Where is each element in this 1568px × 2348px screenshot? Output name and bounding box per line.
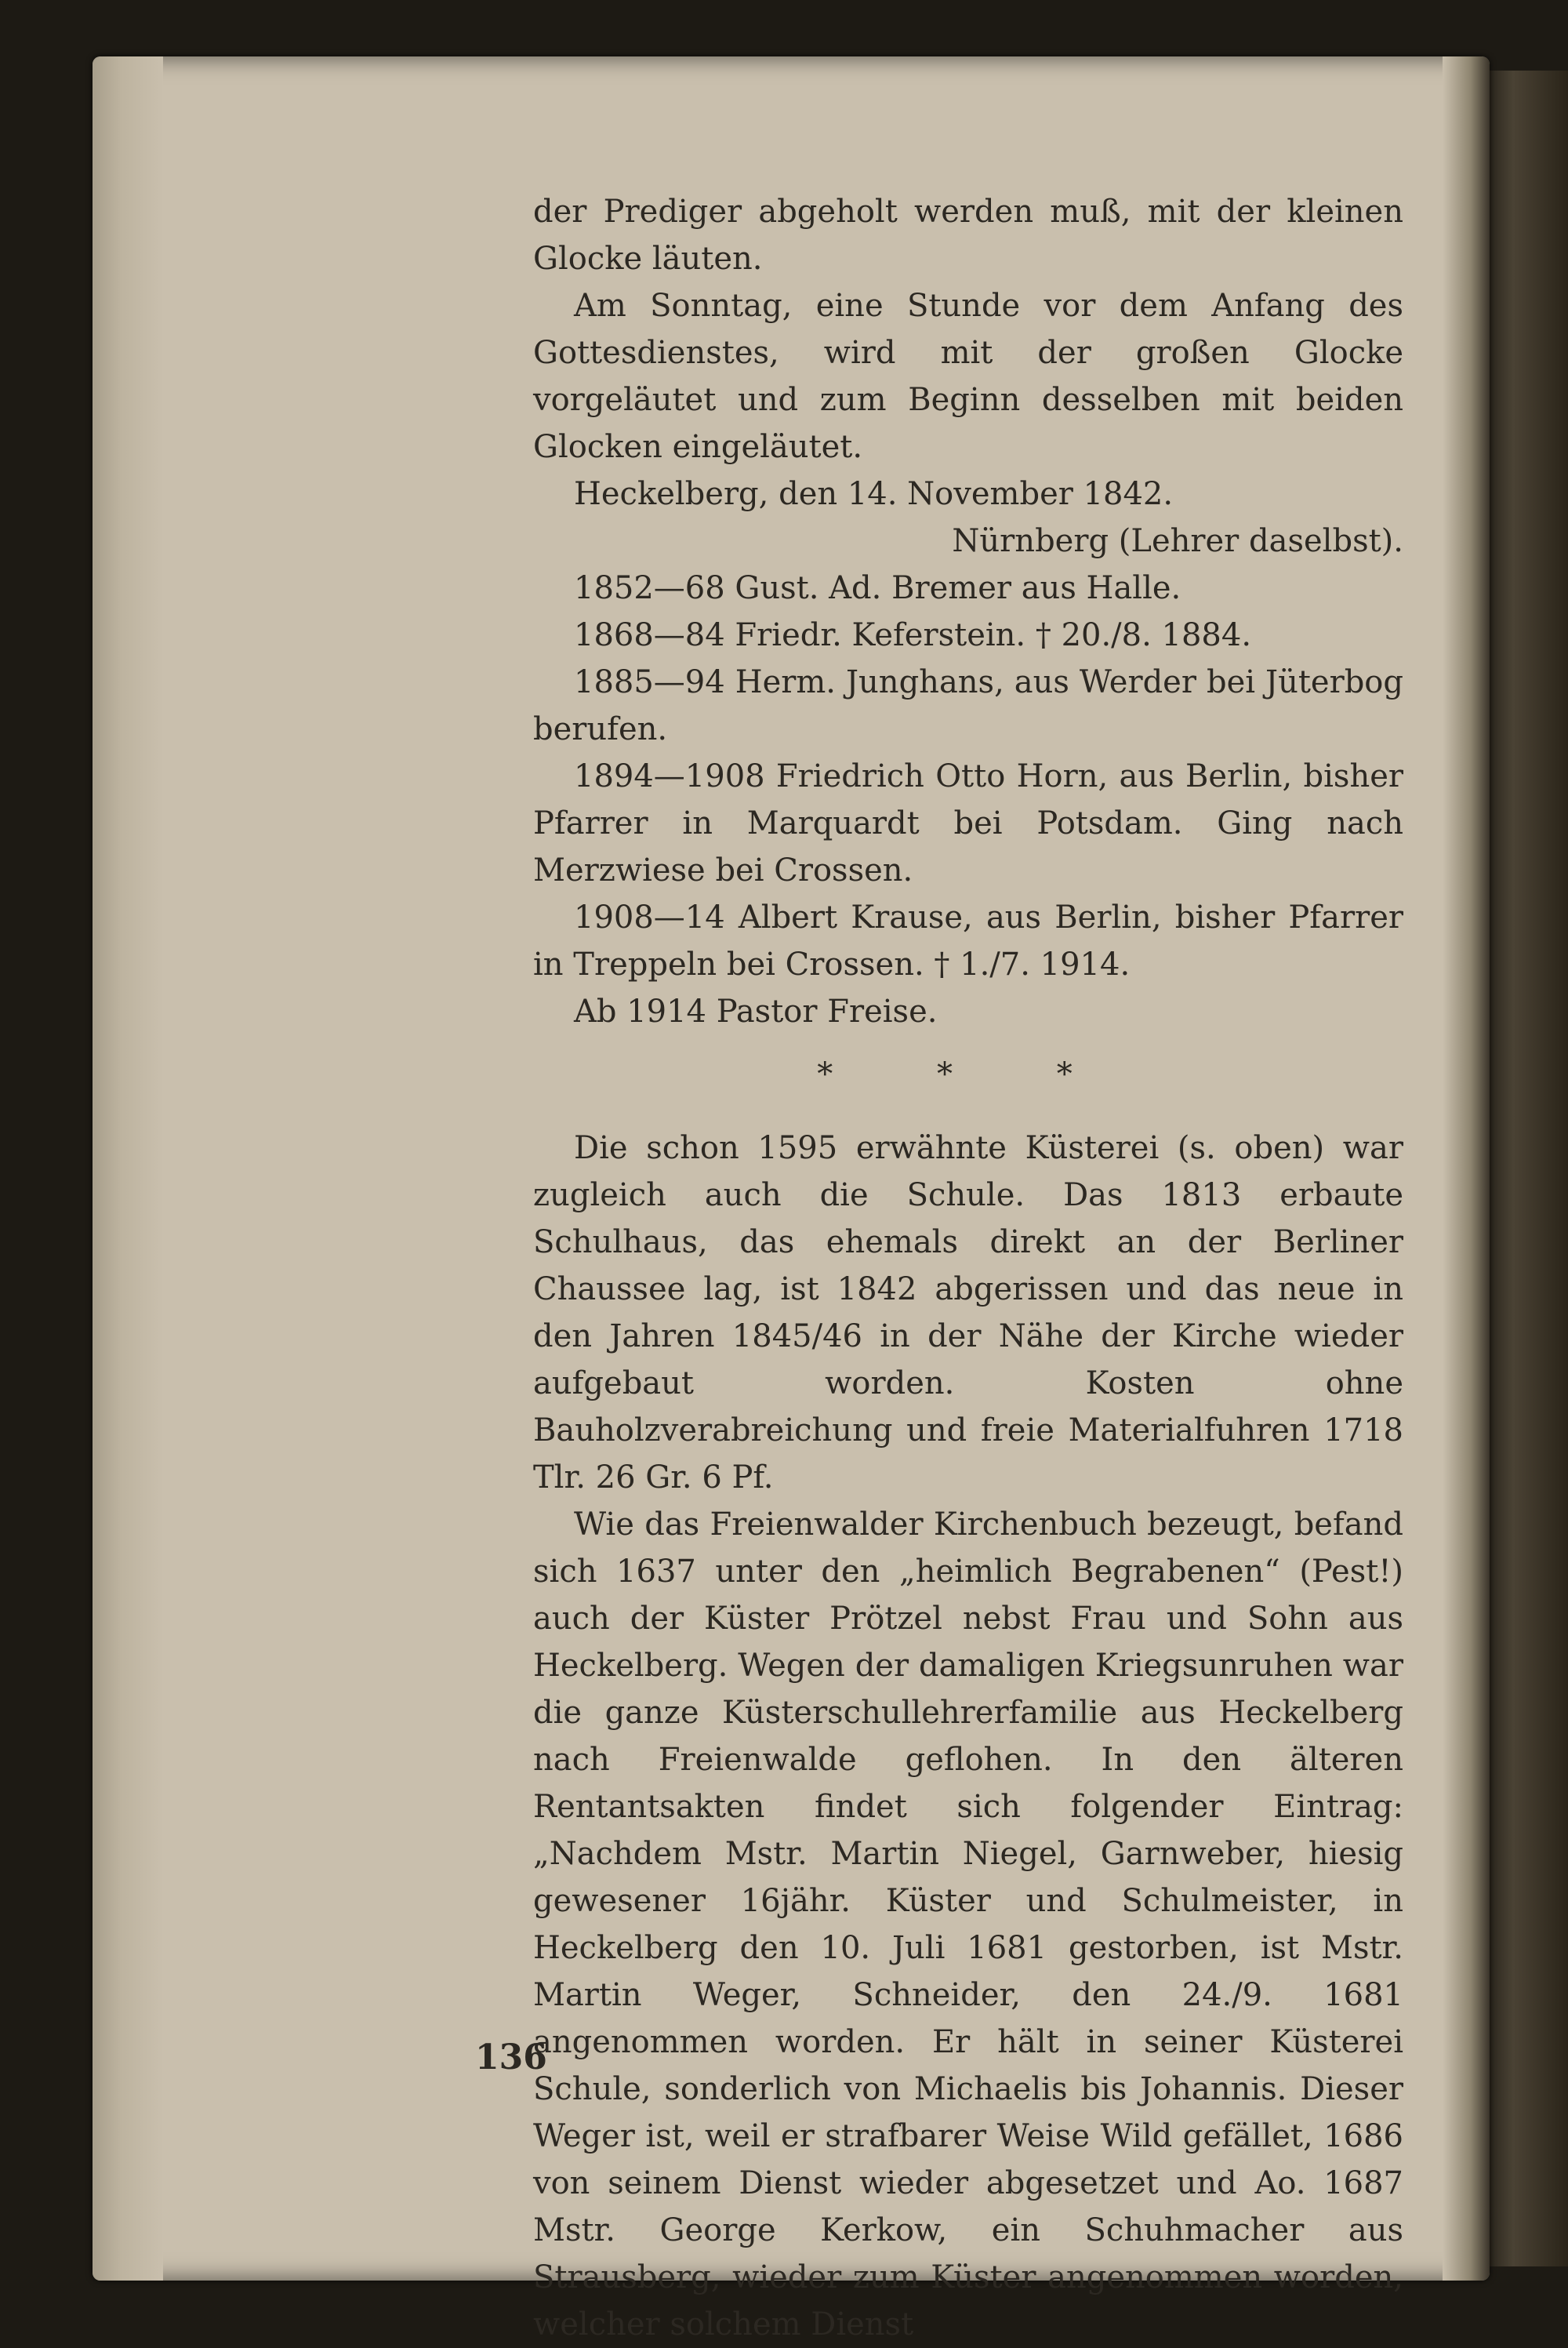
paragraph: der Prediger abgeholt werden muß, mit der kleinen Glocke läuten. [533, 194, 1403, 277]
list-item: 1894—1908 Friedrich Otto Horn, aus Berlin, bisher Pfarrer in Marquardt bei Potsdam. Ging nach Merzwiese bei Crossen. [533, 758, 1403, 889]
list-item: 1868—84 Friedr. Keferstein. † 20./8. 1884. [574, 617, 1252, 653]
paragraph: Heckelberg, den 14. November 1842. [574, 476, 1174, 512]
list-item: Ab 1914 Pastor Freise. [574, 994, 938, 1030]
page-number: 136 [475, 2037, 547, 2077]
paragraph: Die schon 1595 erwähnte Küsterei (s. oben) war zugleich auch die Schule. Das 1813 erbaute Schulhaus, das ehemals direkt an der Berliner Chaussee lag, ist 1842 abgerissen und das neue in den Jahren 1845/46 in der Nähe der Kirche wieder aufgebaut worden. Kosten ohne Bauholzverabreichung und freie Materialfuhren 1718 Tlr. 26 Gr. 6 Pf. [533, 1130, 1403, 1496]
page-stack-edge [93, 56, 163, 2281]
section-divider: * * * [817, 1056, 1120, 1092]
adjacent-page-edge [1490, 71, 1568, 2266]
signature-line: Nürnberg (Lehrer daselbst). [952, 523, 1403, 559]
paragraph: Am Sonntag, eine Stunde vor dem Anfang des Gottesdienstes, wird mit der großen Glocke vorgeläutet und zum Beginn desselben mit beiden Glocken eingeläutet. [533, 288, 1403, 465]
list-item: 1908—14 Albert Krause, aus Berlin, bisher Pfarrer in Treppeln bei Crossen. † 1./7. 1914. [533, 900, 1403, 983]
paragraph: Wie das Freienwalder Kirchenbuch bezeugt, befand sich 1637 unter den „heimlich Begrabenen“ (Pest!) auch der Küster Prötzel nebst Frau und Sohn aus Heckelberg. Wegen der damaligen Kriegsunruhen war die ganze Küsterschullehrerfamilie aus Heckelberg nach Freienwalde geflohen. In den älteren Rentantsakten findet sich folgender Eintrag: „Nachdem Mstr. Martin Niegel, Garnweber, hiesig gewesener 16jähr. Küster und Schulmeister, in Heckelberg den 10. Juli 1681 gestorben, ist Mstr. Martin Weger, Schneider, den 24./9. 1681 angenommen worden. Er hält in seiner Küsterei Schule, sonderlich von Michaelis bis Johannis. Dieser Weger ist, weil er strafbarer Weise Wild gefället, 1686 von seinem Dienst wieder abgesetzet und Ao. 1687 Mstr. George Kerkow, ein Schuhmacher aus Strausberg, wieder zum Küster angenommen worden, welcher solchem Dienst [533, 1507, 1403, 2343]
page-text [533, 188, 1403, 2348]
list-item: 1852—68 Gust. Ad. Bremer aus Halle. [574, 570, 1181, 606]
list-item: 1885—94 Herm. Junghans, aus Werder bei Jüterbog berufen. [533, 664, 1403, 747]
book-gutter [1443, 56, 1490, 2281]
